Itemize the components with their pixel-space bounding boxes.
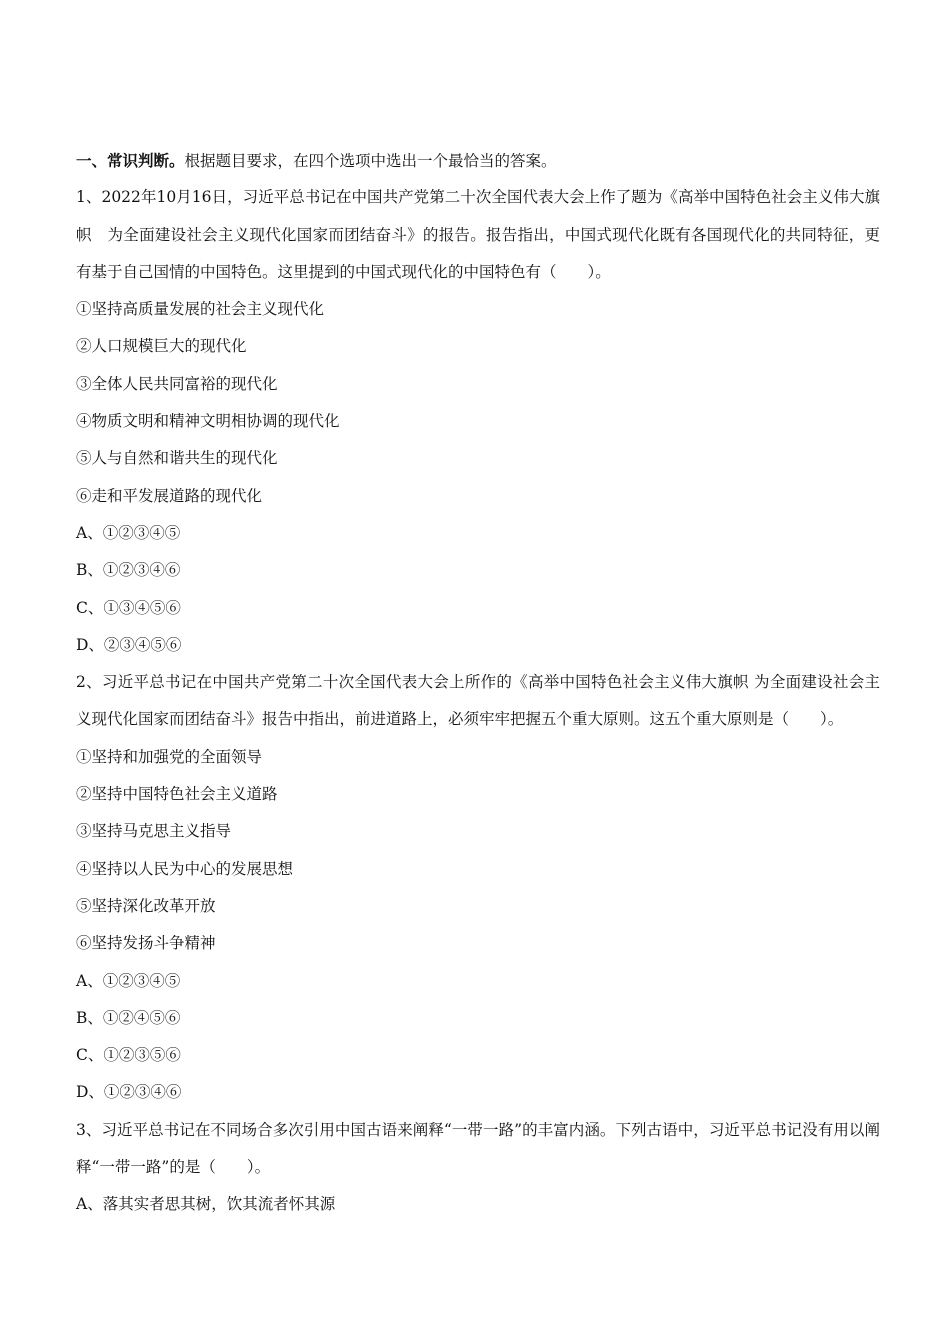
question-3-stem: 3、习近平总书记在不同场合多次引用中国古语来阐释“一带一路”的丰富内涵。下列古语中，习近平总书记没有用以阐释“一带一路”的是（ ）。 (76, 1120, 880, 1177)
section-heading (76, 142, 880, 179)
question-1-option-a: A、①②③④⑤ (76, 523, 181, 542)
question-2-option-d: D、①②③④⑥ (76, 1083, 182, 1102)
question-1-item: ①坚持高质量发展的社会主义现代化 (76, 300, 325, 319)
question-1-stem: 1、2022年10月16日，习近平总书记在中国共产党第二十次全国代表大会上作了题为《高举中国特色社会主义伟大旗帜 为全面建设社会主义现代化国家而团结奋斗》的报告。报告指出，中国式现代化既有各国现代化的共同特征，更有基于自己国情的中国特色。这里提到的中国式现代化的中国特色有（ ）。 (76, 188, 880, 281)
question-2-item: ⑤坚持深化改革开放 (76, 896, 216, 915)
section-description: 根据题目要求，在四个选项中选出一个最恰当的答案。 (184, 152, 557, 170)
section-title: 一、常识判断。 (76, 151, 185, 170)
question-1-option-b: B、①②③④⑥ (76, 561, 181, 580)
question-2-stem: 2、习近平总书记在中国共产党第二十次全国代表大会上所作的《高举中国特色社会主义伟大旗帜 为全面建设社会主义现代化国家而团结奋斗》报告中指出，前进道路上，必须牢牢把握五个重大原则。这五个重大原则是（ ）。 (76, 673, 880, 729)
question-2-item: ①坚持和加强党的全面领导 (76, 747, 263, 766)
question-2-option-a: A、①②③④⑤ (76, 971, 181, 990)
document-page (76, 142, 880, 1224)
question-1-option-c: C、①③④⑤⑥ (76, 598, 181, 617)
question-1-option-d: D、②③④⑤⑥ (76, 635, 182, 654)
question-1-item: ②人口规模巨大的现代化 (76, 337, 247, 356)
question-2-option-b: B、①②④⑤⑥ (76, 1008, 181, 1027)
question-2-item: ②坚持中国特色社会主义道路 (76, 785, 278, 804)
question-2-item: ⑥坚持发扬斗争精神 (76, 934, 216, 953)
question-2-item: ③坚持马克思主义指导 (76, 822, 232, 841)
question-2-option-c: C、①②③⑤⑥ (76, 1046, 181, 1065)
question-1-item: ⑥走和平发展道路的现代化 (76, 486, 263, 505)
question-3-option-a: A、落其实者思其树，饮其流者怀其源 (76, 1195, 336, 1214)
question-2-item: ④坚持以人民为中心的发展思想 (76, 859, 294, 878)
question-1-item: ⑤人与自然和谐共生的现代化 (76, 449, 278, 468)
question-1-item: ③全体人民共同富裕的现代化 (76, 374, 278, 393)
question-1-item: ④物质文明和精神文明相协调的现代化 (76, 412, 340, 431)
